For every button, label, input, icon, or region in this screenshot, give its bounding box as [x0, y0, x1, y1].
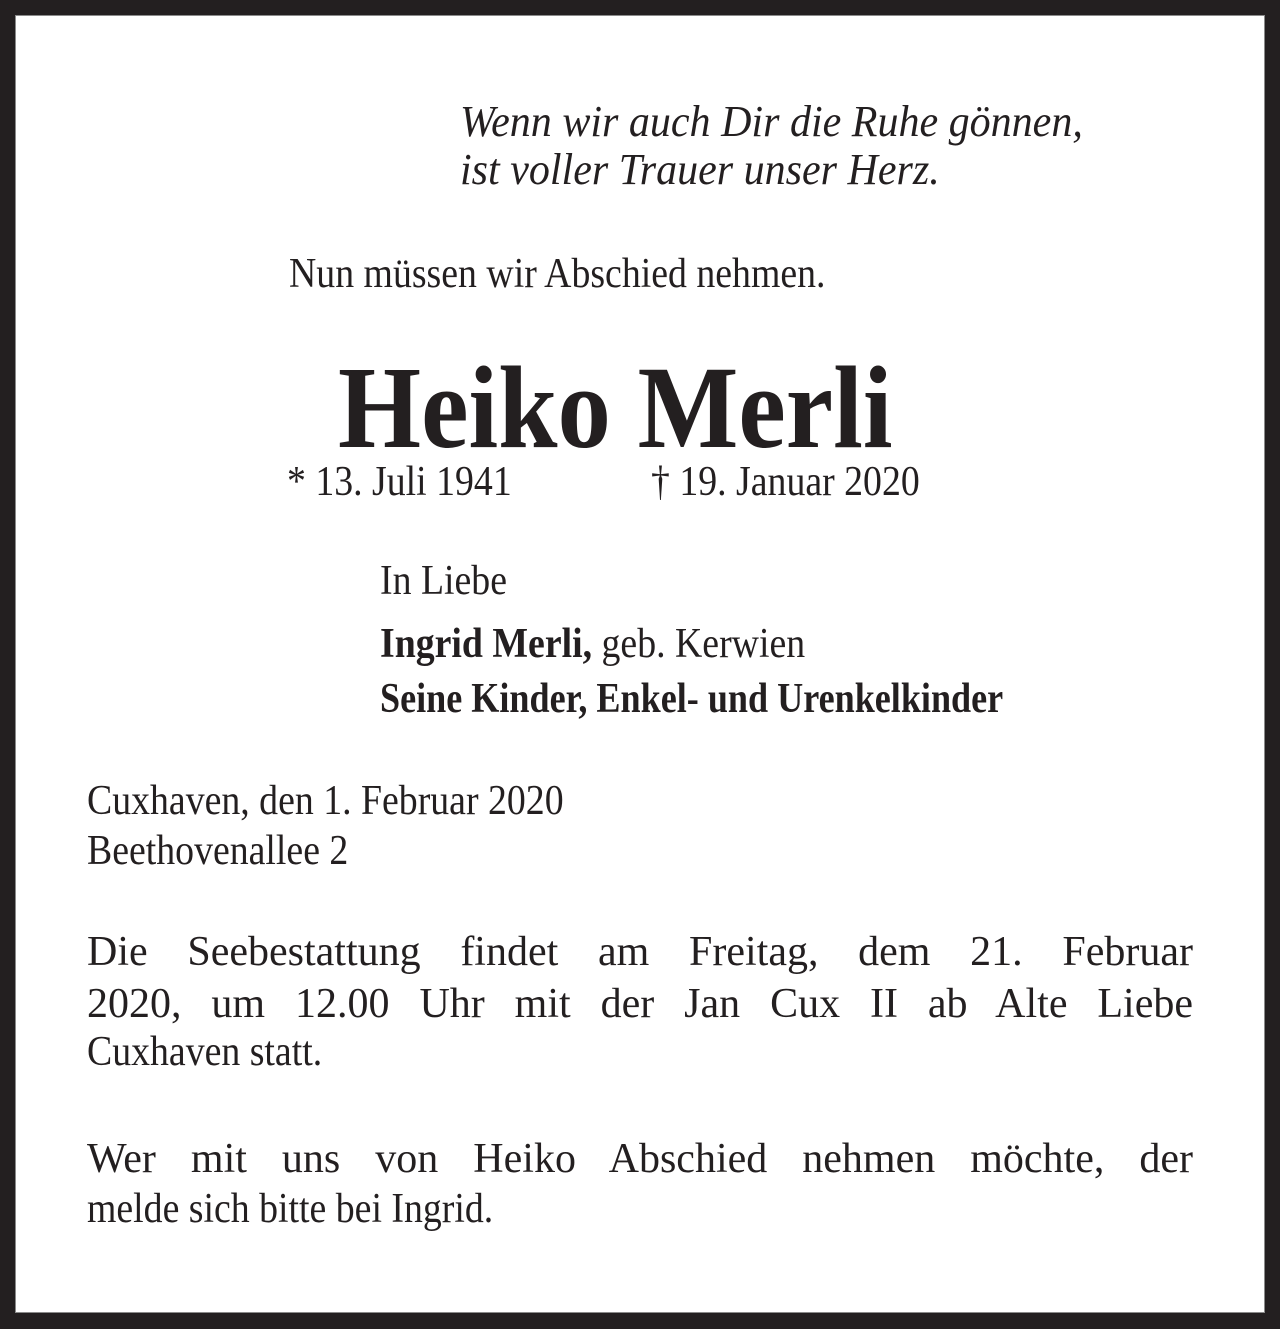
spouse-name: Ingrid Merli,: [380, 621, 593, 667]
deceased-name: Heiko Merli: [338, 342, 893, 473]
verse-line-2: ist voller Trauer unser Herz.: [460, 145, 940, 194]
mourners-intro: In Liebe: [380, 558, 507, 604]
family-members: Seine Kinder, Enkel- und Urenkelkinder: [380, 676, 1004, 722]
funeral-notice-line-3: Cuxhaven statt.: [87, 1029, 323, 1075]
address: Beethovenallee 2: [87, 828, 349, 874]
verse-line-1: Wenn wir auch Dir die Ruhe gönnen,: [460, 97, 1083, 146]
spouse-line: [380, 623, 805, 665]
funeral-notice-line-2: 2020, um 12.00 Uhr mit der Jan Cux II ab Alte Liebe: [87, 981, 1193, 1027]
intro-text: Nun müssen wir Abschied nehmen.: [289, 251, 826, 297]
birth-date: * 13. Juli 1941: [287, 459, 512, 505]
family-line: [380, 678, 1003, 720]
spouse-maiden-name: geb. Kerwien: [592, 621, 806, 667]
place-date: Cuxhaven, den 1. Februar 2020: [87, 778, 564, 824]
death-date: † 19. Januar 2020: [651, 459, 920, 505]
funeral-notice-line-1: Die Seebestattung findet am Freitag, dem 21. Februar: [87, 929, 1193, 975]
contact-notice-line-2: melde sich bitte bei Ingrid.: [87, 1186, 494, 1232]
contact-notice-line-1: Wer mit uns von Heiko Abschied nehmen möchte, der: [87, 1136, 1193, 1182]
